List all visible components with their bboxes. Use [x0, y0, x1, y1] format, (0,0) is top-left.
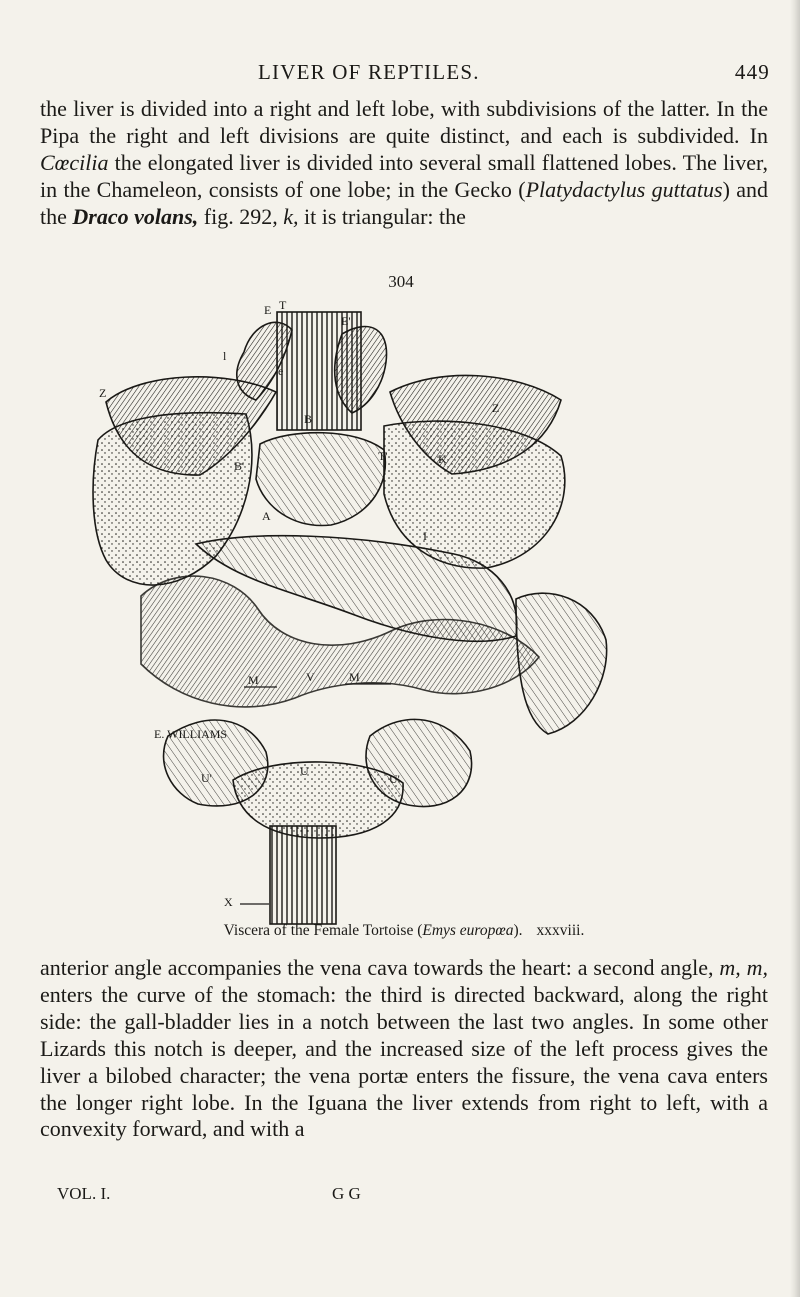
- figure-label: M: [349, 670, 360, 684]
- figure-label: M: [248, 673, 259, 687]
- body-paragraph-top: [40, 96, 768, 231]
- caption-species: Emys europœa: [422, 922, 514, 939]
- cloaca-rectum: [270, 826, 336, 924]
- engraver-signature: E. WILLIAMS: [154, 727, 228, 741]
- caption-close: ).: [513, 922, 523, 939]
- figure-label: X: [224, 895, 233, 909]
- italic-reference-m: m, m,: [719, 955, 769, 980]
- text-run: anterior angle accompanies the vena cava towards the heart: a second angle,: [40, 955, 720, 980]
- text-run: the elongated liver is divided into several small flattened lobes. The liver, in the Chameleon, consists of one lobe; in the Gecko (: [40, 149, 768, 202]
- running-head: [40, 60, 770, 88]
- figure-label: T: [279, 298, 287, 312]
- body-paragraph-bottom: [40, 955, 768, 1143]
- running-title: LIVER OF REPTILES.: [258, 60, 480, 84]
- page-footer: [57, 1184, 457, 1208]
- text-run: enters the curve of the stomach: the third is directed backward, along the right side: the gall-bladder lies in a notch between the last two angles. In some other Lizards this notch is deeper, and the increased size of the left process gives the liver a bilobed character; the vena portæ enters the fissure, the vena cava enters the longer right lobe. In the Iguana the liver extends from right to left, with a convexity forward, and with a: [40, 981, 768, 1142]
- figure-label: U: [300, 764, 309, 778]
- text-run: it is triangular: the: [298, 203, 466, 229]
- figure-label: B: [304, 412, 313, 426]
- signature-mark: G G: [332, 1184, 361, 1203]
- figure-label: e: [278, 364, 284, 378]
- great-vessels-right: [335, 327, 387, 413]
- text-run: the liver is divided into a right and left lobe, with subdivisions of the latter. In the Pipa the right and left divisions are quite distinct, and each is subdivided. In: [40, 96, 768, 148]
- figure-label: B': [234, 459, 245, 473]
- figure-label: A: [262, 509, 271, 523]
- italic-reference-k: k,: [283, 203, 299, 229]
- figure-label: E: [264, 303, 272, 317]
- figure-label: U': [201, 771, 212, 785]
- figure-label: T': [378, 449, 388, 463]
- figure-label: E': [341, 314, 351, 328]
- anatomical-engraving: [86, 294, 621, 934]
- paragraph-text-top: [40, 96, 768, 231]
- page-number: 449: [734, 60, 770, 84]
- caption-text: Viscera of the Female Tortoise (: [223, 922, 423, 939]
- volume-mark: VOL. I.: [57, 1184, 111, 1203]
- heart: [256, 433, 385, 526]
- figure-number: 304: [388, 272, 414, 291]
- figure-label: Z: [492, 401, 500, 415]
- figure-label: Z: [99, 386, 107, 400]
- caption-plate-number: xxxviii.: [536, 922, 585, 939]
- italic-term-draco: Draco volans,: [72, 203, 199, 229]
- figure-label: K: [438, 452, 447, 466]
- italic-term-caecilia: Cœcilia: [40, 149, 109, 175]
- text-run: fig. 292,: [198, 203, 284, 229]
- figure-caption: [40, 922, 768, 940]
- figure-label: I: [423, 529, 427, 543]
- italic-term-platydactylus: Platydactylus guttatus: [525, 176, 723, 202]
- figure-label: l: [223, 349, 227, 363]
- page-edge-shadow: [790, 0, 800, 1297]
- text-run: ) and the: [40, 176, 768, 229]
- figure-label: V: [306, 670, 315, 684]
- paragraph-text-bottom: [40, 955, 768, 1143]
- ovary-mass: [516, 593, 607, 734]
- figure-label: U': [389, 772, 400, 786]
